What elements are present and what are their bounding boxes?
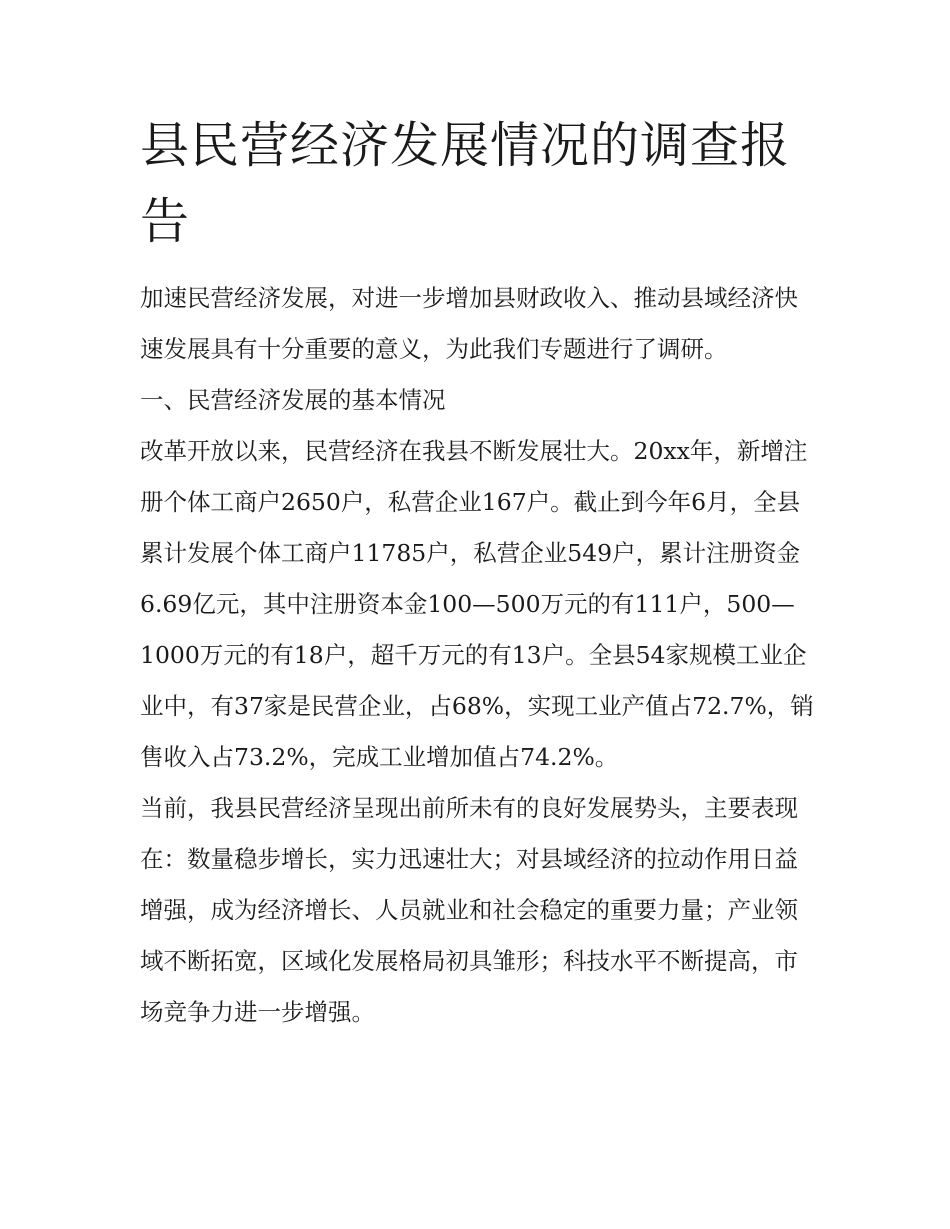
statistics-paragraph: 改革开放以来，民营经济在我县不断发展壮大。20xx年，新增注册个体工商户2650户，私营企业167户。截止到今年6月，全县累计发展个体工商户11785户，私营企业549户，累计注册资金6.69亿元，其中注册资本金100—500万元的有111户，500—1000万元的有18户，超千万元的有13户。全县54家规模工业企业中，有37家是民营企业，占68%，实现工业产值占72.7%，销售收入占73.2%，完成工业增加值占74.2%。 bbox=[140, 437, 814, 771]
document-title: 县民营经济发展情况的调查报告 bbox=[140, 117, 791, 250]
section-heading: 一、民营经济发展的基本情况 bbox=[140, 386, 446, 414]
current-situation-paragraph: 当前，我县民营经济呈现出前所未有的良好发展势头，主要表现在：数量稳步增长，实力迅速壮大；对县域经济的拉动作用日益增强，成为经济增长、人员就业和社会稳定的重要力量；产业领域不断拓宽，区域化发展格局初具雏形；科技水平不断提高，市场竞争力进一步增强。 bbox=[140, 794, 798, 1026]
intro-paragraph: 加速民营经济发展，对进一步增加县财政收入、推动县域经济快速发展具有十分重要的意义，为此我们专题进行了调研。 bbox=[140, 284, 798, 363]
document-body bbox=[140, 273, 820, 1038]
